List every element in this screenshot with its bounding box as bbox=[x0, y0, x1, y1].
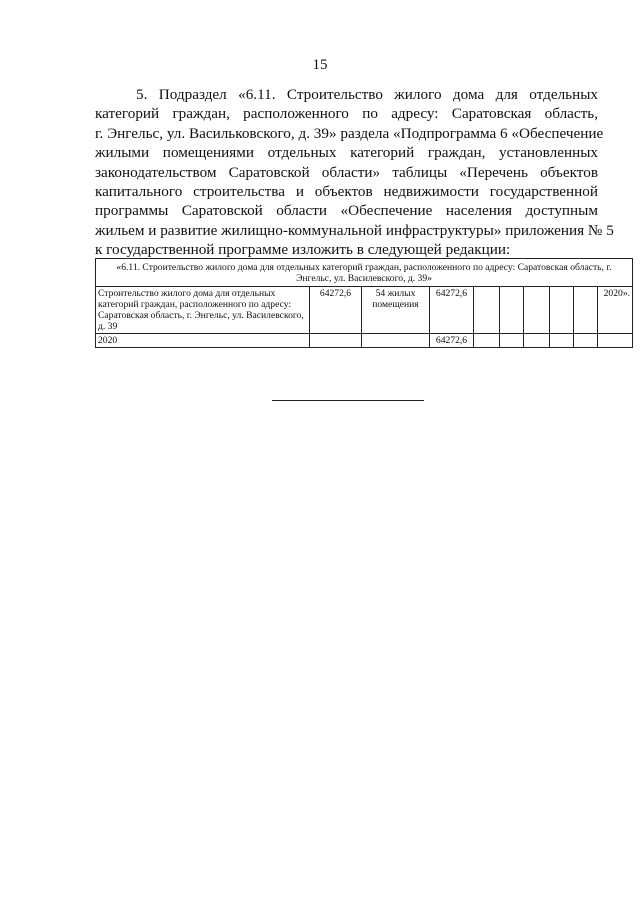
empty-cell bbox=[474, 334, 500, 348]
year-label-cell: 2020 bbox=[96, 334, 310, 348]
empty-cell bbox=[550, 287, 574, 334]
amendment-paragraph bbox=[95, 85, 614, 260]
paragraph-line: жильем и развитие жилищно-коммунальной инфраструктуры» приложения № 5 bbox=[95, 221, 614, 239]
paragraph-line: к государственной программе изложить в следующей редакции: bbox=[95, 241, 511, 259]
table-row bbox=[96, 287, 633, 334]
paragraph-line: г. Энгельс, ул. Васильковского, д. 39» раздела «Подпрограмма 6 «Обеспечение bbox=[95, 124, 604, 142]
year-cell: 2020». bbox=[598, 287, 633, 334]
empty-cell bbox=[310, 334, 362, 348]
empty-cell bbox=[550, 334, 574, 348]
amount-cell: 64272,6 bbox=[430, 334, 474, 348]
paragraph-line: жилыми помещениями отдельных категорий граждан, установленных bbox=[95, 144, 598, 162]
paragraph-line: категорий граждан, расположенного по адресу: Саратовская область, bbox=[95, 105, 598, 123]
empty-cell bbox=[574, 287, 598, 334]
empty-cell bbox=[524, 287, 550, 334]
capacity-cell: 54 жилых помещения bbox=[362, 287, 430, 334]
objects-table bbox=[95, 258, 633, 348]
table-row bbox=[96, 334, 633, 348]
paragraph-line: законодательством Саратовской области» таблицы «Перечень объектов bbox=[95, 163, 598, 181]
empty-cell bbox=[574, 334, 598, 348]
paragraph-line: 5. Подраздел «6.11. Строительство жилого дома для отдельных bbox=[136, 86, 598, 103]
empty-cell bbox=[524, 334, 550, 348]
amount-cell: 64272,6 bbox=[430, 287, 474, 334]
separator-line bbox=[272, 400, 424, 401]
paragraph-line: капитального строительства и объектов недвижимости государственной bbox=[95, 183, 598, 201]
cost-cell: 64272,6 bbox=[310, 287, 362, 334]
paragraph-line: программы Саратовской области «Обеспечение населения доступным bbox=[95, 202, 598, 220]
page-number: 15 bbox=[312, 57, 328, 73]
table-header: «6.11. Строительство жилого дома для отдельных категорий граждан, расположенного по адресу: Саратовская область, г. Энгельс, ул. Василевского, д. 39» bbox=[96, 259, 633, 287]
empty-cell bbox=[598, 334, 633, 348]
empty-cell bbox=[362, 334, 430, 348]
object-name-cell: Строительство жилого дома для отдельных категорий граждан, расположенного по адресу: Саратовская область, г. Энгельс, ул. Василевского, д. 39 bbox=[96, 287, 310, 334]
empty-cell bbox=[500, 287, 524, 334]
empty-cell bbox=[500, 334, 524, 348]
empty-cell bbox=[474, 287, 500, 334]
